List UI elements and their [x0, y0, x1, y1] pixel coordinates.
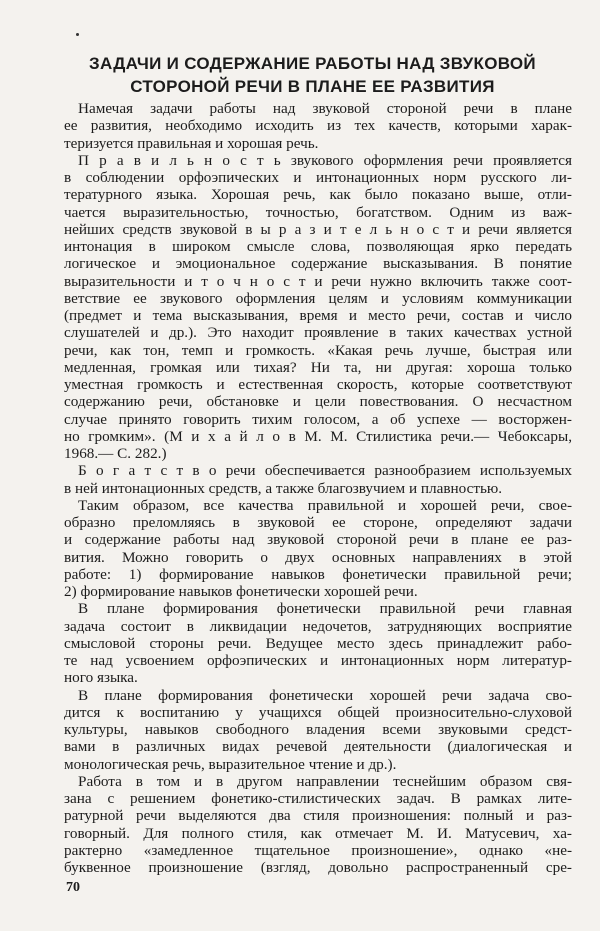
title-line: ЗАДАЧИ И СОДЕРЖАНИЕ РАБОТЫ НАД ЗВУКОВОЙ — [89, 54, 536, 73]
text-line: ее развития, необходимо исходить из тех качеств, которыми харак- — [64, 117, 572, 135]
text-line: вами в различных видах речевой деятельности (диалогическая и — [64, 738, 572, 756]
text-line: говорный. Для полного стиля, как отмечает М. И. Матусевич, ха- — [64, 824, 572, 842]
text-line: зана с решением фонетико-стилистических задач. В рамках лите- — [64, 790, 572, 807]
text-line: ратурной речи выделяются два стиля произношения: полный и раз- — [64, 807, 572, 825]
text-line: культуры, навыков свободного владения всеми звуковыми средст- — [64, 721, 572, 738]
text-line: ветствие ее звукового оформления целям и условиям коммуникации — [64, 289, 572, 307]
paragraph — [64, 497, 572, 601]
text-line: интонация в широком смысле слова, позволяющая ярко передать — [64, 238, 572, 255]
text-line: содержанию речи, обстановке и цели повествования. О несчастном — [64, 393, 572, 411]
text-line: чается выразительностью, точностью, богатством. Одним из важ- — [64, 203, 572, 221]
text-line: образно преломляясь в звуковой ее стороне, определяют задачи — [64, 514, 572, 531]
text-line: ного языка. — [64, 669, 138, 687]
text-line: в ней интонационных средств, а также благозвучием и плавностью. — [64, 479, 503, 497]
text-line: Таким образом, все качества правильной и хорошей речи, свое- — [78, 496, 572, 514]
text-line: и содержание работы над звуковой стороной речи в плане ее раз- — [64, 531, 572, 549]
paragraph — [64, 152, 572, 463]
text-line: логическое и эмоциональное содержание высказывания. В понятие — [64, 255, 572, 273]
text-line: вития. Можно говорить о двух основных направлениях в этой — [64, 548, 572, 566]
text-line: медленная, громкая или тихая? Ни та, ни другая: хороша только — [64, 358, 572, 376]
text-line: дится к воспитанию у учащихся общей произносительно-слуховой — [64, 703, 572, 721]
print-speck — [76, 33, 79, 36]
text-line: 1968.— С. 282.) — [64, 445, 167, 462]
text-line: слушателей и др.). Это находит проявление в таких качествах устной — [64, 324, 572, 342]
text-line: В плане формирования фонетически хорошей речи задача сво- — [78, 686, 572, 704]
text-line: уместная громкость и естественная скорость, которые соответствуют — [64, 376, 572, 393]
text-line: те над усвоением орфоэпических и интонационных норм литератур- — [64, 652, 572, 669]
text-line: теризуется правильная и хорошая речь. — [64, 134, 319, 152]
text-line: П р а в и л ь н о с т ь звукового оформления речи проявляется — [78, 151, 572, 169]
section-title — [40, 52, 585, 98]
text-line: буквенное произношение (взгляд, довольно распространенный сре- — [64, 859, 572, 876]
text-line: нейших средств звуковой в ы р а з и т е л ь н о с т и речи является — [64, 220, 572, 238]
body-text — [64, 100, 572, 876]
paragraph — [64, 687, 572, 773]
text-line: рактерно «замедленное тщательное произношение», однако «не- — [64, 841, 572, 859]
text-line: тературного языка. Хорошая речь, как было показано выше, отли- — [64, 186, 572, 204]
text-line: Б о г а т с т в о речи обеспечивается разнообразием используемых — [78, 462, 572, 480]
text-line: Работа в том и в другом направлении теснейшим образом свя- — [78, 772, 572, 790]
paragraph — [64, 600, 572, 686]
page-number: 70 — [66, 880, 80, 895]
title-line: СТОРОНОЙ РЕЧИ В ПЛАНЕ ЕЕ РАЗВИТИЯ — [130, 77, 495, 96]
text-line: (предмет и тема высказывания, время и место речи, состав и число — [64, 307, 572, 324]
text-line: работе: 1) формирование навыков фонетически правильной речи; — [64, 565, 572, 583]
text-line: задача состоит в ликвидации недочетов, затрудняющих восприятие — [64, 617, 572, 635]
text-line: речи, как тон, темп и громкость. «Какая речь лучше, быстрая или — [64, 341, 572, 359]
text-line: монологическая речь, выразительное чтение и др.). — [64, 755, 397, 773]
text-line: В плане формирования фонетически правильной речи главная — [78, 600, 572, 618]
text-line: выразительности и т о ч н о с т и речи нужно включить также соот- — [64, 272, 572, 290]
paragraph — [64, 773, 572, 877]
text-line: смысловой стороны речи. Ведущее место здесь принадлежит рабо- — [64, 634, 572, 652]
text-line: но громким». (М и х а й л о в М. М. Стилистика речи.— Чебоксары, — [64, 427, 572, 445]
paragraph — [64, 462, 572, 497]
text-line: случае принято говорить тихим голосом, а об успехе — восторжен- — [64, 410, 572, 428]
text-line: Намечая задачи работы над звуковой стороной речи в плане — [78, 100, 572, 117]
text-line: 2) формирование навыков фонетически хорошей речи. — [64, 583, 418, 600]
paragraph — [64, 100, 572, 152]
text-line: в соблюдении орфоэпических и интонационных норм русского ли- — [64, 169, 572, 186]
